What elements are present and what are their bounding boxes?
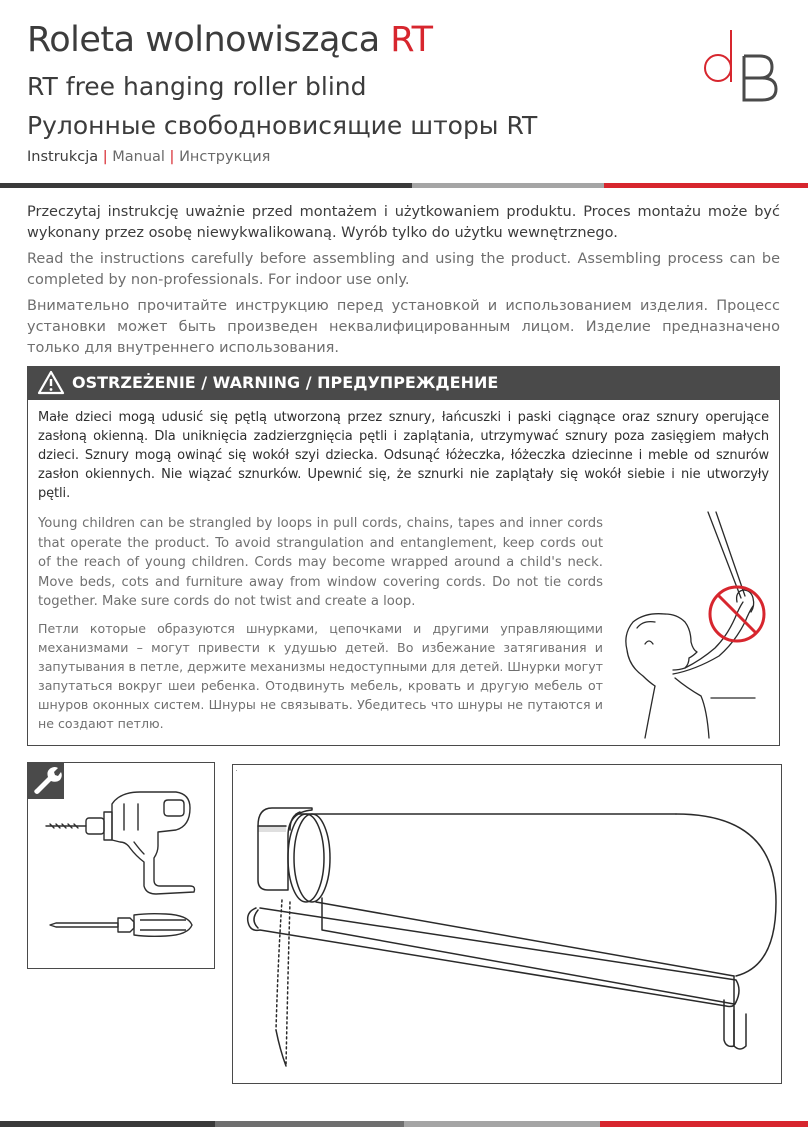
page-title: [27, 20, 432, 60]
title-english: RT free hanging roller blind: [27, 72, 367, 101]
screwdriver-icon: [48, 910, 198, 940]
warning-heading: OSTRZEŻENIE / WARNING / ПРЕДУПРЕЖДЕНИЕ: [72, 373, 499, 392]
roller-blind-illustration: [236, 770, 778, 1078]
warning-polish: Małe dzieci mogą udusić się pętlą utworzoną przez sznury, łańcuszki i paski ciągnące oraz sznury operujące zasłoną okienną. Dla uniknięcia zadzierzgnięcia pętli i zaplątania, utrzymywać sznury poza zasięgiem małych dzieci. Sznury mogą owinąć się wokół szyi dziecka. Odsunąć łóżeczka, łóżeczka dziecinne i meble od sznurów zasłon okiennych. Nie wiązać sznurków. Upewnić się, że sznurki nie zaplątały się wokół siebie i nie utworzyły pętli.: [38, 410, 769, 501]
intro-russian: Внимательно прочитайте инструкцию перед установкой и использованием изделия. Процесс установки может быть произведен неквалифицированным лицом. Изделие предназначено только для внутреннего использования.: [27, 298, 780, 356]
subtitle-separator: |: [98, 149, 113, 165]
intro-english: Read the instructions carefully before assembling and using the product. Assembling process can be completed by non-professionals. For indoor use only.: [27, 251, 780, 288]
logo-text: dB: [700, 26, 702, 27]
warning-triangle-icon: [37, 370, 65, 396]
title-russian: Рулонные свободновисящие шторы RT: [27, 111, 538, 140]
color-bar-top: [0, 183, 808, 188]
drill-icon: [40, 782, 200, 902]
intro-polish: Przeczytaj instrukcję uważnie przed montażem i użytkowaniem produktu. Proces montażu może być wykonany przez osobę niewykwalikowaną. Wyrób tylko do użytku wewnętrznego.: [27, 204, 780, 241]
warning-russian: Петли которые образуются шнурками, цепочками и другими управляющими механизмами – могут привести к удушью детей. Во избежание затягивания и запутывания в петле, держите механизмы недоступными для детей. Шнурки могут запутаться вокруг шеи ребенка. Отодвинуть мебель, кровать и другую мебель от шнуров оконных систем. Шнуры не связывать. Убедитесь что шнуры не путаются и не создают петлю.: [38, 621, 603, 731]
warning-header: [27, 366, 780, 400]
subtitle-separator: |: [164, 149, 180, 165]
child-cord-hazard-icon: [615, 510, 775, 740]
subtitle-en: Manual: [112, 149, 165, 165]
subtitle-pl: Instrukcja: [27, 149, 99, 165]
subtitle-ru: Инструкция: [179, 149, 271, 165]
warning-english: Young children can be strangled by loops in pull cords, chains, tapes and inner cords that operate the product. To avoid strangulation and entanglement, keep cords out of the reach of young children. Cords may become wrapped around a child's neck. Move beds, cots and furniture away from window covering cords. Do not tie cords together. Make sure cords do not twist and create a loop.: [38, 516, 603, 609]
subtitle: [27, 149, 270, 165]
color-bar-bottom: [0, 1121, 808, 1127]
title-main: Roleta wolnowisząca: [27, 20, 391, 60]
title-accent: RT: [390, 20, 433, 60]
brand-logo: [700, 26, 784, 106]
